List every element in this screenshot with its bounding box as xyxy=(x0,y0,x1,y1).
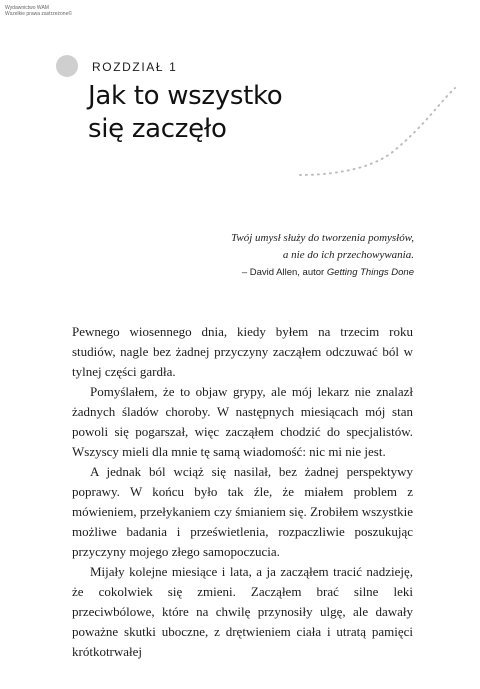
epigraph xyxy=(231,230,414,281)
chapter-title xyxy=(88,80,282,146)
epigraph-quote-line-1: Twój umysł służy do tworzenia pomysłów, xyxy=(231,232,414,244)
copyright-notice: Wszelkie prawa zastrzeżone© xyxy=(5,11,73,17)
chapter-title-line-2: się zaczęło xyxy=(88,114,227,144)
attribution-book-title: Getting Things Done xyxy=(326,267,414,278)
chapter-body xyxy=(72,322,413,662)
chapter-title-line-1: Jak to wszystko xyxy=(88,81,283,111)
chapter-label: ROZDZIAŁ 1 xyxy=(92,60,178,74)
publisher-notice xyxy=(5,5,72,17)
body-paragraph: A jednak ból wciąż się nasilał, bez żadnej perspektywy poprawy. W końcu było tak źle, że miałem problem z mówieniem, przełykaniem czy śmianiem się. Zrobiłem wszystkie możliwe badania i prześwietlenia, rozpaczliwie poszukując przyczyny mojego złego samopoczucia. xyxy=(72,464,413,559)
publisher-name: Wydawnictwo WAM xyxy=(5,5,49,11)
epigraph-attribution xyxy=(231,264,414,281)
attribution-author: – David Allen, autor xyxy=(241,267,327,278)
body-paragraph: Mijały kolejne miesiące i lata, a ja zacząłem tracić nadzieję, że cokolwiek się zmieni. Zacząłem brać silne leki przeciwbólowe, które na chwilę przynosiły ulgę, ale dawały poważne skutki uboczne, z drętwieniem ciała i utratą pamięci krótkotrwałej xyxy=(72,564,413,659)
chapter-marker-circle xyxy=(56,55,78,77)
body-paragraph: Pewnego wiosennego dnia, kiedy byłem na trzecim roku studiów, nagle bez żadnej przyczyny zacząłem odczuwać ból w tylnej części gardła. xyxy=(72,324,413,379)
body-paragraph: Pomyślałem, że to objaw grypy, ale mój lekarz nie znalazł żadnych śladów choroby. W następnych miesiącach mój stan powoli się pogarszał, więc zacząłem chodzić do specjalistów. Wszyscy mieli dla mnie tę samą wiadomość: nic mi nie jest. xyxy=(72,384,413,459)
epigraph-quote-line-2: a nie do ich przechowywania. xyxy=(282,249,414,261)
